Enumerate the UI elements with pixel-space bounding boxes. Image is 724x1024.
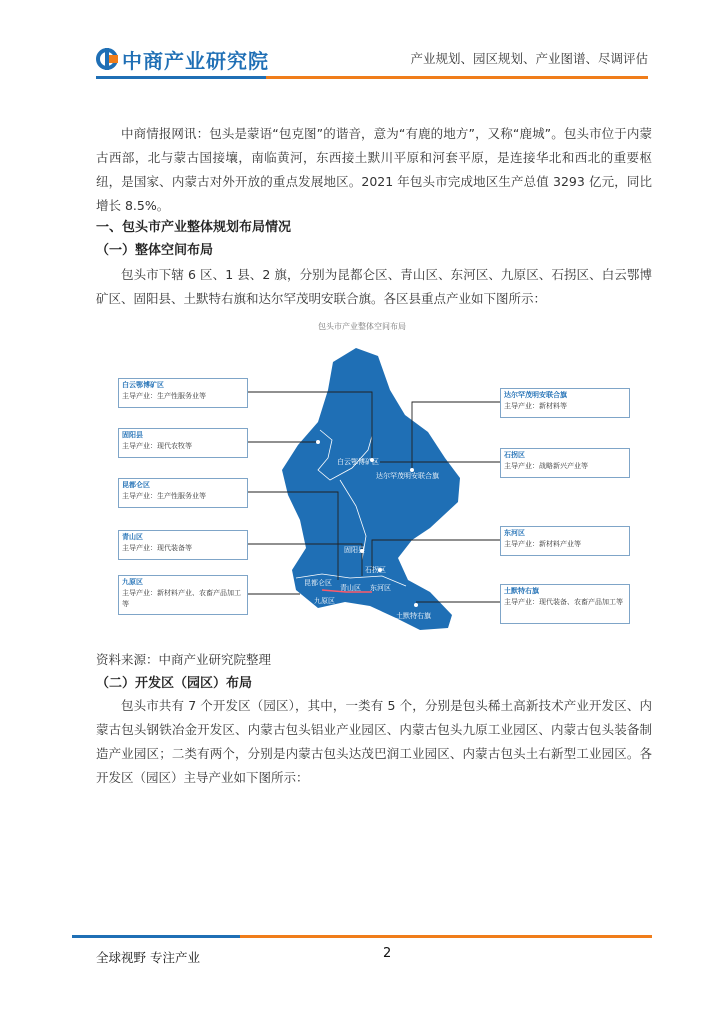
- district-box-text: 主导产业：现代装备、农畜产品加工等: [504, 598, 623, 606]
- district-box-shiguai: [500, 448, 630, 478]
- district-box-title: 青山区: [122, 533, 143, 541]
- footer-divider-orange: [240, 935, 652, 938]
- district-box-guyang: [118, 428, 248, 458]
- district-box-text: 主导产业：战略新兴产业等: [504, 462, 588, 470]
- header-divider-orange: [266, 76, 648, 79]
- map-label-baiyun: 白云鄂博矿区: [337, 458, 379, 466]
- logo-text: 中商产业研究院: [122, 48, 269, 73]
- district-box-text: 主导产业：生产性服务业等: [122, 492, 206, 500]
- district-box-text: 主导产业：现代农牧等: [122, 442, 192, 450]
- district-box-title: 固阳县: [122, 431, 143, 439]
- header-divider-blue: [96, 76, 266, 79]
- company-logo: [96, 44, 269, 74]
- page-number: 2: [383, 946, 392, 961]
- footer-divider-blue: [72, 935, 240, 938]
- footer-slogan: 全球视野 专注产业: [96, 950, 200, 965]
- district-box-qingshan: [118, 530, 248, 560]
- district-box-title: 东河区: [504, 529, 525, 537]
- district-box-title: 石拐区: [504, 451, 525, 459]
- district-box-text: 主导产业：现代装备等: [122, 544, 192, 552]
- map-label-shiguai: 石拐区: [365, 566, 386, 574]
- logo-mark-icon: [96, 48, 118, 70]
- district-box-kundulun: [118, 478, 248, 508]
- district-box-text: 主导产业：新材料产业等: [504, 540, 581, 548]
- district-box-baiyun: [118, 378, 248, 408]
- district-box-tumote: [500, 584, 630, 624]
- district-box-title: 九原区: [122, 578, 143, 586]
- map-label-qingshan: 青山区: [340, 584, 361, 592]
- district-box-damao: [500, 388, 630, 418]
- map-label-damao: 达尔罕茂明安联合旗: [376, 472, 439, 480]
- district-box-text: 主导产业：新材料等: [504, 402, 567, 410]
- district-box-title: 土默特右旗: [504, 587, 539, 595]
- district-box-title: 昆都仑区: [122, 481, 150, 489]
- map-label-guyang: 固阳县: [344, 546, 365, 554]
- map-label-kundulun: 昆都仑区: [304, 579, 332, 587]
- district-box-jiuyuan: [118, 575, 248, 615]
- district-box-text: 主导产业：生产性服务业等: [122, 392, 206, 400]
- intro-paragraph: 中商情报网讯：包头是蒙语“包克图”的谐音，意为“有鹿的地方”，又称“鹿城”。包头市位于内蒙古西部，北与蒙古国接壤，南临黄河，东西接土默川平原和河套平原，是连接华北和西北的重要枢纽，是国家、内蒙古对外开放的重点发展地区。2021 年包头市完成地区生产总值 3293 亿元，同比增长 8.5%。: [96, 126, 652, 213]
- district-box-donghe: [500, 526, 630, 556]
- map-title: 包头市产业整体空间布局: [318, 322, 406, 331]
- map-label-tumote: 土默特右旗: [396, 612, 431, 620]
- map-label-jiuyuan: 九原区: [314, 597, 335, 605]
- section-1-title: 一、包头市产业整体规划布局情况: [96, 220, 292, 235]
- subsection-1-title: （一）整体空间布局: [96, 243, 214, 258]
- header-tagline: 产业规划、园区规划、产业图谱、尽调评估: [410, 51, 648, 66]
- district-box-title: 达尔罕茂明安联合旗: [504, 391, 567, 399]
- district-box-text: 主导产业：新材料产业、农畜产品加工等: [122, 589, 241, 608]
- district-box-title: 白云鄂博矿区: [122, 381, 164, 389]
- figure-source: 资料来源：中商产业研究院整理: [96, 652, 272, 667]
- map-label-donghe: 东河区: [370, 584, 391, 592]
- subsection-2-text: 包头市共有 7 个开发区（园区），其中，一类有 5 个，分别是包头稀土高新技术产业开发区、内蒙古包头钢铁冶金开发区、内蒙古包头铝业产业园区、内蒙古包头九原工业园区、内蒙古包头装备制造产业园区；二类有两个，分别是内蒙古包头达茂巴润工业园区、内蒙古包头土右新型工业园区。各开发区（园区）主导产业如下图所示：: [96, 698, 652, 785]
- subsection-1-text: 包头市下辖 6 区、1 县、2 旗，分别为昆都仑区、青山区、东河区、九原区、石拐区、白云鄂博矿区、固阳县、土默特右旗和达尔罕茂明安联合旗。各区县重点产业如下图所示：: [96, 267, 652, 306]
- subsection-2-title: （二）开发区（园区）布局: [96, 676, 253, 691]
